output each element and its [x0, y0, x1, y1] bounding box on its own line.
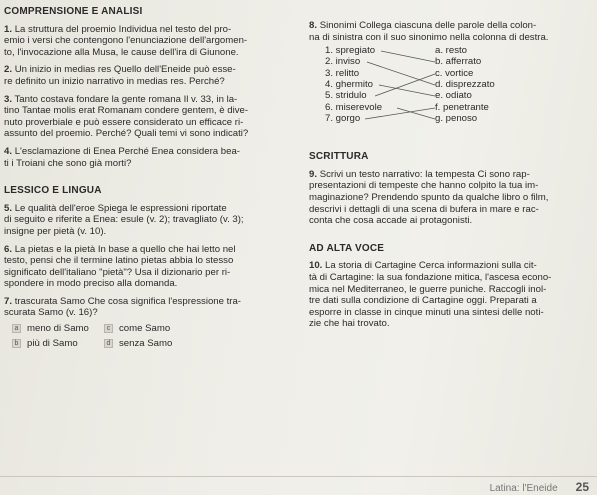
synonym-right-list	[435, 45, 535, 124]
left-word[interactable]: 2. inviso	[325, 56, 361, 68]
option-a-checkbox[interactable]: a	[12, 324, 21, 333]
exercise-7: 7. trascurata Samo Che cosa significa l'espressione tra- scurata Samo (v. 16)?	[4, 295, 242, 319]
left-word[interactable]: 4. ghermito	[325, 79, 373, 91]
footer-title: Latina: l'Eneide	[489, 483, 558, 494]
exercise-4: 4. L'esclamazione di Enea Perché Enea considera bea- ti i Troiani che sono già morti?	[4, 145, 240, 169]
option-c[interactable]: c come Samo	[104, 323, 224, 335]
right-word[interactable]: g. penoso	[435, 112, 478, 124]
exercise-3: 3. Tanto costava fondare la gente romana Il v. 33, in la- tino Tantae molis erat Romanam condere gentem, è dive- nuto proverbiale e può essere considerato un efficace ri- assunto del proemio. Perché? Quali temi vi sono indicati?	[4, 93, 249, 140]
exercise-10: 10. La storia di Cartagine Cerca informazioni sulla cit- tà di Cartagine: la sua fondazione mitica, l'ascesa econo- mica nel Mediterraneo, le guerre puniche. Raccogli inol- tre dati sulla condizione di Cartagine oggi. Preparati a esporre in classe in cinque minuti una sintesi delle noti- zie che hai trovato.	[309, 260, 552, 330]
right-word[interactable]: b. afferrato	[435, 56, 482, 68]
exercise-8-text: Sinonimi Collega ciascuna delle parole della colon- na di sinistra con il suo sinonimo nella colonna di destra.	[309, 20, 549, 43]
option-c-checkbox[interactable]: c	[104, 324, 113, 333]
left-column	[4, 6, 304, 349]
exercise-1: 1. La struttura del proemio Individua nel testo del pro- emio i versi che contengono l'enunciazione dell'argomen- to, l'invocazione alla Musa, le cause dell'ira di Giunone.	[4, 23, 248, 58]
page-number: 25	[575, 480, 589, 494]
exercise-1-text: La struttura del proemio Individua nel testo del pro- emio i versi che contengono l'enunciazione dell'argomen- to, l'invocazione alla Musa, le cause dell'ira di Giunone.	[4, 23, 248, 58]
section-heading-comprensione: COMPRENSIONE E ANALISI	[4, 6, 143, 17]
exercise-9-text: Scrivi un testo narrativo: la tempesta Ci sono rap- presentazioni di tempeste che hanno colpito la tua im- maginazione? Prendendo spunto da qualche libro o film, descrivi i dettagli di una scena di bufera in mare e rac- conta che cosa accade ai protagonisti.	[309, 168, 549, 227]
section-heading-ad-alta-voce: AD ALTA VOCE	[309, 242, 385, 254]
exercise-5-text: Le qualità dell'eroe Spiega le espressioni riportate di seguito e riferite a Enea: esule (v. 2); travagliato (v. 3); insigne per pietà (v. 10).	[4, 202, 244, 237]
exercise-4-text: L'esclamazione di Enea Perché Enea considera bea- ti i Troiani che sono già morti?	[4, 145, 240, 169]
left-word[interactable]: 5. stridulo	[325, 90, 367, 102]
left-word[interactable]: 1. spregiato	[325, 45, 376, 57]
exercise-7-text: trascurata Samo Che cosa significa l'espressione tra- scurata Samo (v. 16)?	[4, 295, 242, 319]
left-word[interactable]: 7. gorgo	[325, 112, 361, 124]
section-heading-lessico: LESSICO E LINGUA	[4, 185, 102, 197]
synonym-matching	[309, 45, 594, 137]
synonym-left-list	[325, 45, 425, 124]
option-b[interactable]: b più di Samo	[12, 338, 104, 350]
right-word[interactable]: d. disprezzato	[435, 79, 495, 91]
option-d-checkbox[interactable]: d	[104, 339, 113, 348]
exercise-2: 2. Un inizio in medias res Quello dell'Eneide può esse- re definito un inizio narrativo in medias res. Perché?	[4, 64, 236, 87]
exercise-6-text: La pietas e la pietà In base a quello che hai letto nel testo, pensi che il termine latino pietas abbia lo stesso significato dell'italiano "pietà"? Usa il dizionario per ri- spondere in modo preciso alla domanda.	[4, 243, 236, 290]
exercise-9: 9. Scrivi un testo narrativo: la tempesta Ci sono rap- presentazioni di tempeste che hanno colpito la tua im- maginazione? Prendendo spunto da qualche libro o film, descrivi i dettagli di una scena di bufera in mare e rac- conta che cosa accade ai protagonisti.	[309, 168, 549, 227]
left-word[interactable]: 6. miserevole	[325, 101, 383, 113]
exercise-10-text: La storia di Cartagine Cerca informazioni sulla cit- tà di Cartagine: la sua fondazione mitica, l'ascesa econo- mica nel Mediterraneo, le guerre puniche. Raccogli inol- tre dati sulla condizione di Cartagine oggi. Preparati a esporre in classe in cinque minuti una sintesi delle noti- zie che hai trovato.	[309, 260, 552, 330]
footer-rule	[0, 476, 597, 477]
right-word[interactable]: e. odiato	[435, 90, 472, 102]
page-footer	[490, 480, 589, 494]
option-a[interactable]: a meno di Samo	[12, 323, 104, 335]
right-column	[309, 20, 594, 330]
exercise-7-options	[4, 323, 304, 349]
exercise-8: 8. Sinonimi Collega ciascuna delle parole della colon- na di sinistra con il suo sinonimo nella colonna di destra.	[309, 20, 549, 43]
section-heading-scrittura: SCRITTURA	[309, 151, 369, 163]
option-d[interactable]: d senza Samo	[104, 338, 224, 350]
option-b-checkbox[interactable]: b	[12, 339, 21, 348]
exercise-6: 6. La pietas e la pietà In base a quello che hai letto nel testo, pensi che il termine latino pietas abbia lo stesso significato dell'italiano "pietà"? Usa il dizionario per ri- spondere in modo preciso alla domanda.	[4, 243, 236, 290]
left-word[interactable]: 3. relitto	[325, 67, 360, 79]
exercise-2-text: Un inizio in medias res Quello dell'Eneide può esse- re definito un inizio narrativo in medias res. Perché?	[4, 64, 236, 87]
exercise-5: 5. Le qualità dell'eroe Spiega le espressioni riportate di seguito e riferite a Enea: esule (v. 2); travagliato (v. 3); insigne per pietà (v. 10).	[4, 202, 244, 237]
right-word[interactable]: f. penetrante	[435, 101, 489, 113]
right-word[interactable]: c. vortice	[435, 67, 474, 79]
exercise-3-text: Tanto costava fondare la gente romana Il v. 33, in la- tino Tantae molis erat Romanam condere gentem, è dive- nuto proverbiale e può essere considerato un efficace ri- assunto del proemio. Perché? Quali temi vi sono indicati?	[4, 93, 249, 140]
right-word[interactable]: a. resto	[435, 45, 467, 57]
